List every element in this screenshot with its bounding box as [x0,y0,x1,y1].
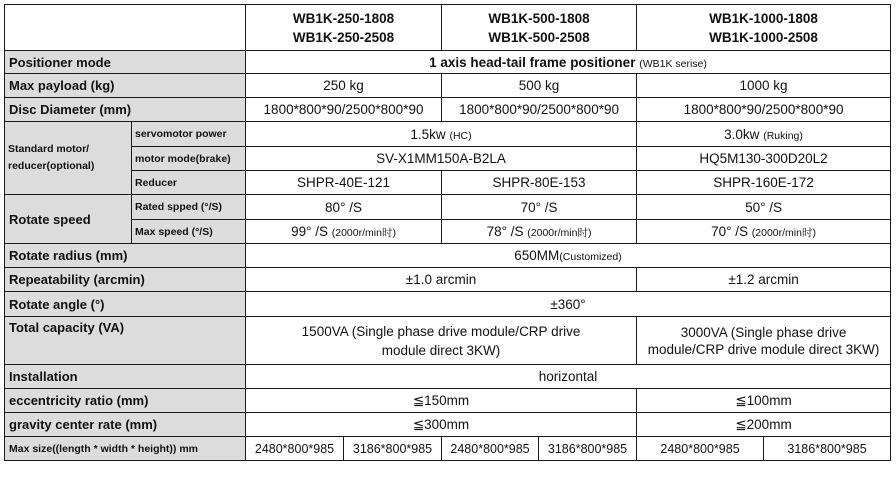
rotate-radius-label: Rotate radius (mm) [5,244,246,268]
row-reducer [5,171,891,195]
motor-mode-value-b: HQ5M130-300D20L2 [637,147,891,171]
model-500-line1: WB1K-500-1808 [488,10,590,26]
gravity-center-value-b: ≦200mm [637,413,891,437]
positioner-mode-value [246,51,891,74]
installation-label: Installation [5,365,246,389]
installation-value: horizontal [246,365,891,389]
positioner-mode-text: 1 axis head-tail frame positioner [429,54,636,70]
row-gravity-center [5,413,891,437]
header-empty-cell [5,5,246,51]
repeatability-label: Repeatability (arcmin) [5,268,246,292]
reducer-500: SHPR-80E-153 [442,171,637,195]
rated-speed-1000: 50° /S [637,195,891,220]
model-1000-line2: WB1K-1000-2508 [709,29,818,45]
positioner-mode-label: Positioner mode [5,51,246,74]
row-max-payload [5,74,891,98]
max-speed-500-text: 78° /S [486,223,524,239]
eccentricity-label: eccentricity ratio (mm) [5,389,246,413]
row-rotate-angle [5,292,891,317]
disc-diameter-250: 1800*800*90/2500*800*90 [246,98,442,122]
disc-diameter-500: 1800*800*90/2500*800*90 [442,98,637,122]
disc-diameter-label: Disc Diameter (mm) [5,98,246,122]
servo-power-value-a [246,122,637,147]
max-size-label: Max size((length * width * height)) mm [5,437,246,461]
row-installation [5,365,891,389]
rated-speed-500: 70° /S [442,195,637,220]
max-speed-label: Max speed (°/S) [132,220,246,244]
max-size-2: 3186*800*985 [344,437,442,461]
row-disc-diameter [5,98,891,122]
reducer-250: SHPR-40E-121 [246,171,442,195]
model-header-1000 [637,5,891,51]
standard-motor-label: Standard motor/ reducer(optional) [5,122,132,195]
eccentricity-value-a: ≦150mm [246,389,637,413]
servo-power-a-note: (HC) [449,129,472,142]
row-max-size [5,437,891,461]
servo-power-label: servomotor power [132,122,246,147]
disc-diameter-1000: 1800*800*90/2500*800*90 [637,98,891,122]
rated-speed-label: Rated spped (°/S) [132,195,246,220]
max-size-3: 2480*800*985 [442,437,539,461]
max-size-6: 3186*800*985 [764,437,891,461]
model-header-500 [442,5,637,51]
rotate-angle-value: ±360° [246,292,891,317]
max-payload-250: 250 kg [246,74,442,98]
repeatability-value-a: ±1.0 arcmin [246,268,637,292]
model-500-line2: WB1K-500-2508 [488,29,590,45]
gravity-center-value-a: ≦300mm [246,413,637,437]
rotate-radius-note: (Customized) [559,251,622,263]
motor-mode-label: motor mode(brake) [132,147,246,171]
rotate-radius-value [246,244,891,268]
spec-table [4,4,891,461]
max-payload-1000: 1000 kg [637,74,891,98]
max-size-5: 2480*800*985 [637,437,764,461]
reducer-1000: SHPR-160E-172 [637,171,891,195]
row-motor-mode [5,147,891,171]
total-capacity-label: Total capacity (VA) [5,317,246,365]
max-speed-500-note: (2000r/min时) [527,226,592,239]
rotate-angle-label: Rotate angle (°) [5,292,246,317]
max-speed-1000-note: (2000r/min时) [751,226,816,239]
max-payload-label: Max payload (kg) [5,74,246,98]
max-speed-250-text: 99° /S [291,223,328,239]
max-speed-250-note: (2000r/min时) [331,226,396,239]
row-positioner-mode [5,51,891,74]
model-1000-line1: WB1K-1000-1808 [709,10,818,26]
model-250-line2: WB1K-250-2508 [292,29,395,45]
rated-speed-250: 80° /S [246,195,442,220]
row-rated-speed [5,195,891,220]
total-capacity-value-b: 3000VA (Single phase drive module/CRP drive module direct 3KW) [637,317,891,365]
max-size-1: 2480*800*985 [246,437,344,461]
motor-mode-value-a: SV-X1MM150A-B2LA [246,147,637,171]
model-header-250 [246,5,442,51]
rotate-speed-label: Rotate speed [5,195,132,244]
row-total-capacity [5,317,891,365]
row-max-speed [5,220,891,244]
max-speed-1000 [637,220,891,244]
max-size-4: 3186*800*985 [539,437,637,461]
positioner-mode-note: (WB1K serise) [639,57,707,70]
rotate-radius-text: 650MM [514,248,560,263]
header-row [5,5,891,51]
servo-power-b-text: 3.0kw [724,126,760,142]
row-eccentricity [5,389,891,413]
max-speed-500 [442,220,637,244]
max-speed-1000-text: 70° /S [711,223,749,239]
max-speed-250 [246,220,442,244]
total-capacity-value-a: 1500VA (Single phase drive module/CRP drive module direct 3KW) [246,317,637,365]
reducer-label: Reducer [132,171,246,195]
max-payload-500: 500 kg [442,74,637,98]
gravity-center-label: gravity center rate (mm) [5,413,246,437]
servo-power-a-text: 1.5kw [410,126,446,142]
repeatability-value-b: ±1.2 arcmin [637,268,891,292]
eccentricity-value-b: ≦100mm [637,389,891,413]
servo-power-b-note: (Ruking) [763,129,803,142]
row-repeatability [5,268,891,292]
servo-power-value-b [637,122,891,147]
row-rotate-radius [5,244,891,268]
model-250-line1: WB1K-250-1808 [292,10,395,26]
row-servo-power [5,122,891,147]
